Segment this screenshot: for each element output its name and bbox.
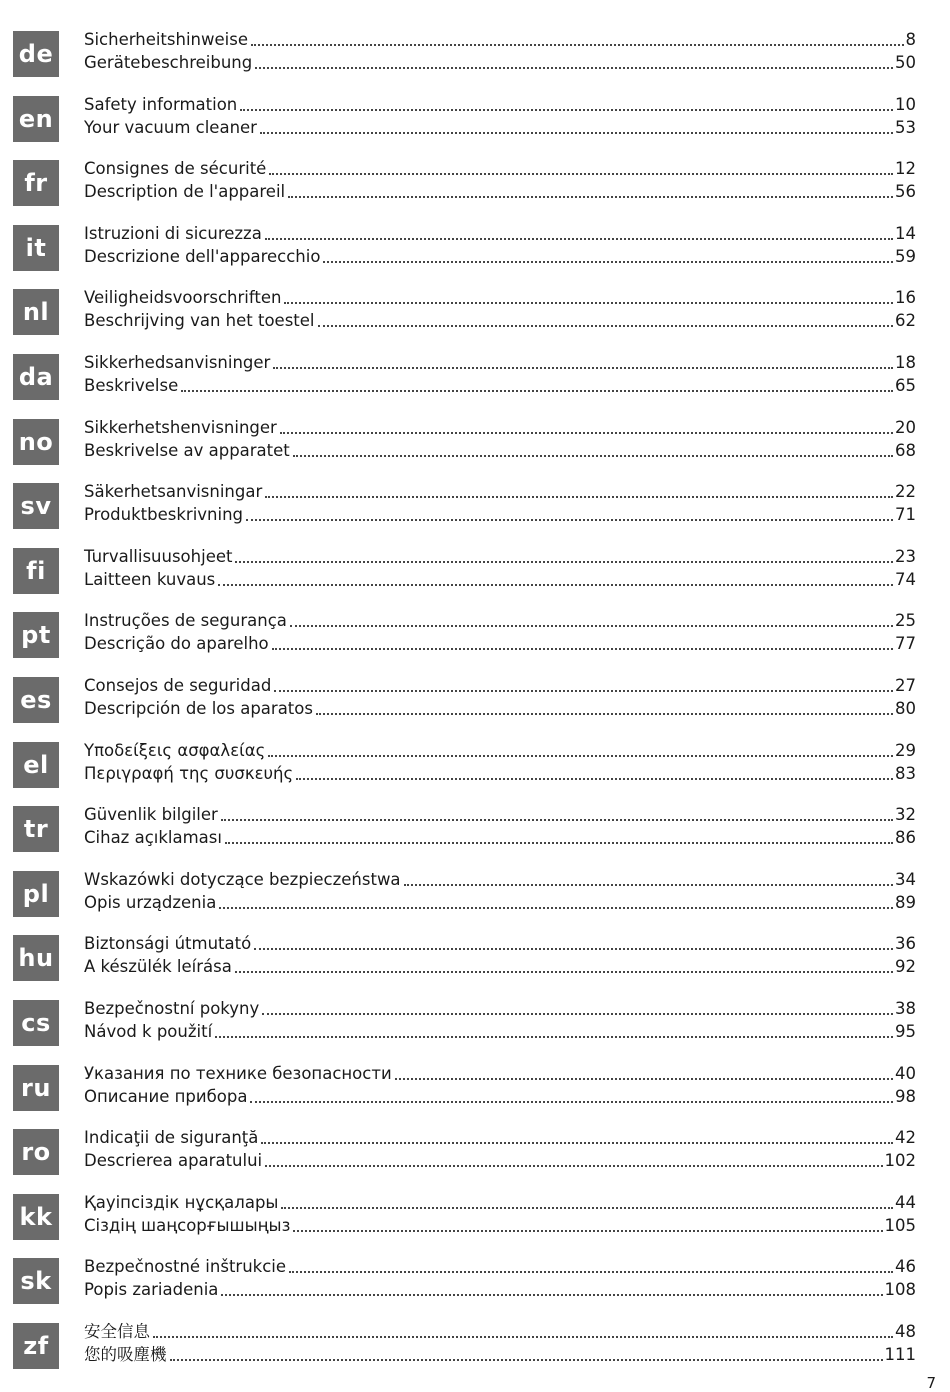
- toc-section-sk: [0, 1256, 950, 1316]
- toc-entry-page: 83: [895, 764, 916, 783]
- dot-leader: [316, 713, 893, 715]
- toc-entry-title: Popis zariadenia: [84, 1280, 219, 1299]
- dot-leader: [218, 584, 893, 586]
- toc-entry-title: Υποδείξεις ασφαλείας: [84, 741, 266, 760]
- toc-entry[interactable]: [84, 892, 916, 914]
- toc-entry-page: 44: [895, 1193, 916, 1212]
- dot-leader: [235, 971, 893, 973]
- toc-entry[interactable]: [84, 698, 916, 720]
- toc-entry[interactable]: [84, 94, 916, 116]
- dot-leader: [265, 1165, 882, 1167]
- toc-entry-title: Güvenlik bilgiler: [84, 805, 218, 824]
- toc-entry[interactable]: [84, 310, 916, 332]
- dot-leader: [290, 625, 893, 627]
- dot-leader: [262, 1013, 893, 1015]
- toc-entry-page: 74: [895, 570, 916, 589]
- toc-entry[interactable]: [84, 440, 916, 462]
- toc-section-no: [0, 417, 950, 477]
- toc-entry-page: 71: [895, 505, 916, 524]
- toc-section-ru: [0, 1063, 950, 1123]
- toc-entry-title: Bezpečnostní pokyny: [84, 999, 260, 1018]
- language-badge: pl: [13, 871, 59, 917]
- dot-leader: [280, 432, 893, 434]
- toc-section-ro: [0, 1127, 950, 1187]
- toc-entry-title: Produktbeskrivning: [84, 505, 244, 524]
- toc-entry-title: Laitteen kuvaus: [84, 570, 216, 589]
- toc-entry[interactable]: [84, 504, 916, 526]
- toc-section-pt: [0, 610, 950, 670]
- toc-entry-title: Bezpečnostné inštrukcie: [84, 1257, 287, 1276]
- toc-entry-page: 10: [895, 95, 916, 114]
- page-number: 7: [926, 1374, 936, 1392]
- toc-entry-title: A készülék leírása: [84, 957, 232, 976]
- toc-entry-page: 46: [895, 1257, 916, 1276]
- toc-section-hu: [0, 933, 950, 993]
- toc-entry[interactable]: [84, 956, 916, 978]
- dot-leader: [293, 1230, 882, 1232]
- toc-entry-title: Wskazówki dotyczące bezpieczeństwa: [84, 870, 401, 889]
- toc-section-fr: [0, 158, 950, 218]
- toc-entry-page: 98: [895, 1087, 916, 1106]
- dot-leader: [273, 367, 893, 369]
- toc-entry[interactable]: [84, 223, 916, 245]
- toc-entry-page: 89: [895, 893, 916, 912]
- toc-entry-title: Beskrivelse av apparatet: [84, 441, 290, 460]
- toc-entry[interactable]: [84, 933, 916, 955]
- toc-entry[interactable]: [84, 158, 916, 180]
- dot-leader: [281, 1207, 893, 1209]
- dot-leader: [215, 1036, 893, 1038]
- toc-section-en: [0, 94, 950, 154]
- dot-leader: [235, 561, 893, 563]
- dot-leader: [272, 648, 893, 650]
- toc-section-tr: [0, 804, 950, 864]
- toc-section-pl: [0, 869, 950, 929]
- toc-entry[interactable]: [84, 1021, 916, 1043]
- toc-entry-page: 20: [895, 418, 916, 437]
- toc-entry-page: 34: [895, 870, 916, 889]
- toc-entry-page: 56: [895, 182, 916, 201]
- toc-entry-page: 59: [895, 247, 916, 266]
- dot-leader: [251, 44, 904, 46]
- toc-entry-page: 92: [895, 957, 916, 976]
- toc-entry-title: Περιγραφή της συσκευής: [84, 764, 294, 783]
- language-badge: el: [13, 742, 59, 788]
- toc-entry-title: Turvallisuusohjeet: [84, 547, 233, 566]
- toc-entry-page: 50: [895, 53, 916, 72]
- toc-entry[interactable]: [84, 481, 916, 503]
- language-badge: de: [13, 31, 59, 77]
- toc-entry[interactable]: [84, 998, 916, 1020]
- dot-leader: [284, 302, 893, 304]
- dot-leader: [250, 1101, 893, 1103]
- toc-entry-page: 14: [895, 224, 916, 243]
- dot-leader: [323, 261, 893, 263]
- toc-entry[interactable]: [84, 117, 916, 139]
- toc-entry[interactable]: [84, 181, 916, 203]
- toc-entry[interactable]: [84, 569, 916, 591]
- language-badge: da: [13, 354, 59, 400]
- toc-entry[interactable]: [84, 1063, 916, 1085]
- toc-entry-page: 48: [895, 1322, 916, 1341]
- toc-entry-title: Säkerhetsanvisningar: [84, 482, 263, 501]
- dot-leader: [254, 948, 893, 950]
- toc-entry-title: 安全信息: [84, 1322, 150, 1341]
- toc-section-zf: [0, 1321, 950, 1381]
- toc-entry[interactable]: [84, 29, 916, 51]
- toc-entry-page: 86: [895, 828, 916, 847]
- dot-leader: [268, 755, 893, 757]
- toc-entry-title: Қауіпсіздік нұсқалары: [84, 1193, 279, 1212]
- toc-entry-title: Instruções de segurança: [84, 611, 287, 630]
- toc-entry-page: 42: [895, 1128, 916, 1147]
- language-badge: ro: [13, 1129, 59, 1175]
- toc-entry[interactable]: [84, 869, 916, 891]
- dot-leader: [181, 390, 893, 392]
- toc-entry-page: 8: [905, 30, 916, 49]
- toc-section-it: [0, 223, 950, 283]
- toc-entry-page: 18: [895, 353, 916, 372]
- language-badge: tr: [13, 806, 59, 852]
- toc-entry-title: Описание прибора: [84, 1087, 248, 1106]
- toc-entry[interactable]: [84, 52, 916, 74]
- dot-leader: [404, 884, 893, 886]
- language-badge: en: [13, 96, 59, 142]
- toc-entry-title: Cihaz açıklaması: [84, 828, 222, 847]
- toc-entry-title: Opis urządzenia: [84, 893, 217, 912]
- toc-entry[interactable]: [84, 1321, 916, 1343]
- toc-entry-title: Indicaţii de siguranţă: [84, 1128, 259, 1147]
- dot-leader: [170, 1359, 883, 1361]
- toc-entry-page: 40: [895, 1064, 916, 1083]
- dot-leader: [293, 455, 893, 457]
- toc-entry[interactable]: [84, 1256, 916, 1278]
- language-badge: es: [13, 677, 59, 723]
- language-badge: kk: [13, 1194, 59, 1240]
- language-badge: zf: [13, 1323, 59, 1369]
- toc-entry[interactable]: [84, 763, 916, 785]
- toc-entry-title: Sicherheitshinweise: [84, 30, 248, 49]
- dot-leader: [240, 109, 893, 111]
- toc-entry-title: Istruzioni di sicurezza: [84, 224, 262, 243]
- toc-entry-page: 23: [895, 547, 916, 566]
- toc-entry-page: 29: [895, 741, 916, 760]
- dot-leader: [261, 1142, 893, 1144]
- toc-entry-title: Návod k použití: [84, 1022, 213, 1041]
- dot-leader: [289, 1271, 893, 1273]
- toc-entry-page: 102: [884, 1151, 916, 1170]
- toc-entry-page: 25: [895, 611, 916, 630]
- toc-entry-title: Descrierea aparatului: [84, 1151, 263, 1170]
- dot-leader: [269, 173, 893, 175]
- language-badge: it: [13, 225, 59, 271]
- toc-entry-page: 36: [895, 934, 916, 953]
- toc-section-el: [0, 740, 950, 800]
- toc-entry-page: 111: [884, 1345, 916, 1364]
- toc-entry-title: Gerätebeschreibung: [84, 53, 253, 72]
- dot-leader: [265, 238, 893, 240]
- dot-leader: [246, 519, 893, 521]
- toc-entry[interactable]: [84, 1086, 916, 1108]
- toc-entry-page: 38: [895, 999, 916, 1018]
- toc-entry-page: 53: [895, 118, 916, 137]
- dot-leader: [225, 842, 893, 844]
- toc-entry[interactable]: [84, 352, 916, 374]
- language-badge: nl: [13, 289, 59, 335]
- toc-entry-title: Your vacuum cleaner: [84, 118, 257, 137]
- toc-entry[interactable]: [84, 1279, 916, 1301]
- dot-leader: [153, 1336, 893, 1338]
- toc-entry-page: 105: [884, 1216, 916, 1235]
- toc-entry-page: 22: [895, 482, 916, 501]
- toc-section-de: [0, 29, 950, 89]
- toc-entry-page: 32: [895, 805, 916, 824]
- toc-entry-page: 68: [895, 441, 916, 460]
- toc-section-sv: [0, 481, 950, 541]
- language-badge: ru: [13, 1065, 59, 1111]
- toc-section-kk: [0, 1192, 950, 1252]
- toc-entry[interactable]: [84, 1192, 916, 1214]
- dot-leader: [219, 907, 893, 909]
- dot-leader: [395, 1078, 893, 1080]
- toc-entry-title: Указания по технике безопасности: [84, 1064, 392, 1083]
- toc-entry-title: Сіздің шаңсорғышыңыз: [84, 1216, 291, 1235]
- toc-entry-page: 62: [895, 311, 916, 330]
- toc-entry[interactable]: [84, 417, 916, 439]
- dot-leader: [274, 690, 893, 692]
- toc-entry-page: 16: [895, 288, 916, 307]
- toc-entry[interactable]: [84, 546, 916, 568]
- toc-entry-page: 77: [895, 634, 916, 653]
- dot-leader: [260, 132, 893, 134]
- language-badge: cs: [13, 1000, 59, 1046]
- toc-entry[interactable]: [84, 633, 916, 655]
- toc-entry[interactable]: [84, 610, 916, 632]
- toc-entry-title: Biztonsági útmutató: [84, 934, 252, 953]
- toc-entry[interactable]: [84, 375, 916, 397]
- toc-section-nl: [0, 287, 950, 347]
- dot-leader: [265, 496, 893, 498]
- language-badge: no: [13, 419, 59, 465]
- toc-entry-title: Sikkerhedsanvisninger: [84, 353, 271, 372]
- language-badge: pt: [13, 612, 59, 658]
- toc-section-da: [0, 352, 950, 412]
- language-badge: sk: [13, 1258, 59, 1304]
- dot-leader: [288, 196, 893, 198]
- toc-entry[interactable]: [84, 1150, 916, 1172]
- toc-entry[interactable]: [84, 1127, 916, 1149]
- toc-entry-title: Descrizione dell'apparecchio: [84, 247, 321, 266]
- toc-entry-title: Sikkerhetshenvisninger: [84, 418, 277, 437]
- toc-entry-page: 95: [895, 1022, 916, 1041]
- toc-entry[interactable]: [84, 740, 916, 762]
- toc-entry-title: Beschrijving van het toestel: [84, 311, 315, 330]
- toc-entry[interactable]: [84, 1344, 916, 1366]
- toc-entry[interactable]: [84, 827, 916, 849]
- toc-entry[interactable]: [84, 287, 916, 309]
- toc-entry-page: 80: [895, 699, 916, 718]
- toc-entry-page: 27: [895, 676, 916, 695]
- toc-entry-page: 65: [895, 376, 916, 395]
- toc-entry[interactable]: [84, 675, 916, 697]
- language-badge: fr: [13, 160, 59, 206]
- toc-entry-title: Descripción de los aparatos: [84, 699, 313, 718]
- language-badge: hu: [13, 935, 59, 981]
- toc-entry-title: 您的吸塵機: [84, 1345, 167, 1364]
- toc-entry-page: 12: [895, 159, 916, 178]
- dot-leader: [221, 819, 893, 821]
- dot-leader: [296, 778, 893, 780]
- toc-entry-title: Descrição do aparelho: [84, 634, 269, 653]
- toc-entry[interactable]: [84, 246, 916, 268]
- toc-entry-title: Consignes de sécurité: [84, 159, 267, 178]
- toc-entry-title: Beskrivelse: [84, 376, 179, 395]
- dot-leader: [318, 325, 894, 327]
- language-badge: sv: [13, 483, 59, 529]
- toc-entry-title: Consejos de seguridad: [84, 676, 272, 695]
- toc-entry-title: Veiligheidsvoorschriften: [84, 288, 282, 307]
- toc-entry[interactable]: [84, 1215, 916, 1237]
- language-badge: fi: [13, 548, 59, 594]
- toc-section-cs: [0, 998, 950, 1058]
- toc-entry-title: Safety information: [84, 95, 238, 114]
- dot-leader: [221, 1294, 882, 1296]
- toc-entry-page: 108: [884, 1280, 916, 1299]
- toc-section-es: [0, 675, 950, 735]
- toc-section-fi: [0, 546, 950, 606]
- toc-entry-title: Description de l'appareil: [84, 182, 286, 201]
- dot-leader: [255, 67, 893, 69]
- toc-entry[interactable]: [84, 804, 916, 826]
